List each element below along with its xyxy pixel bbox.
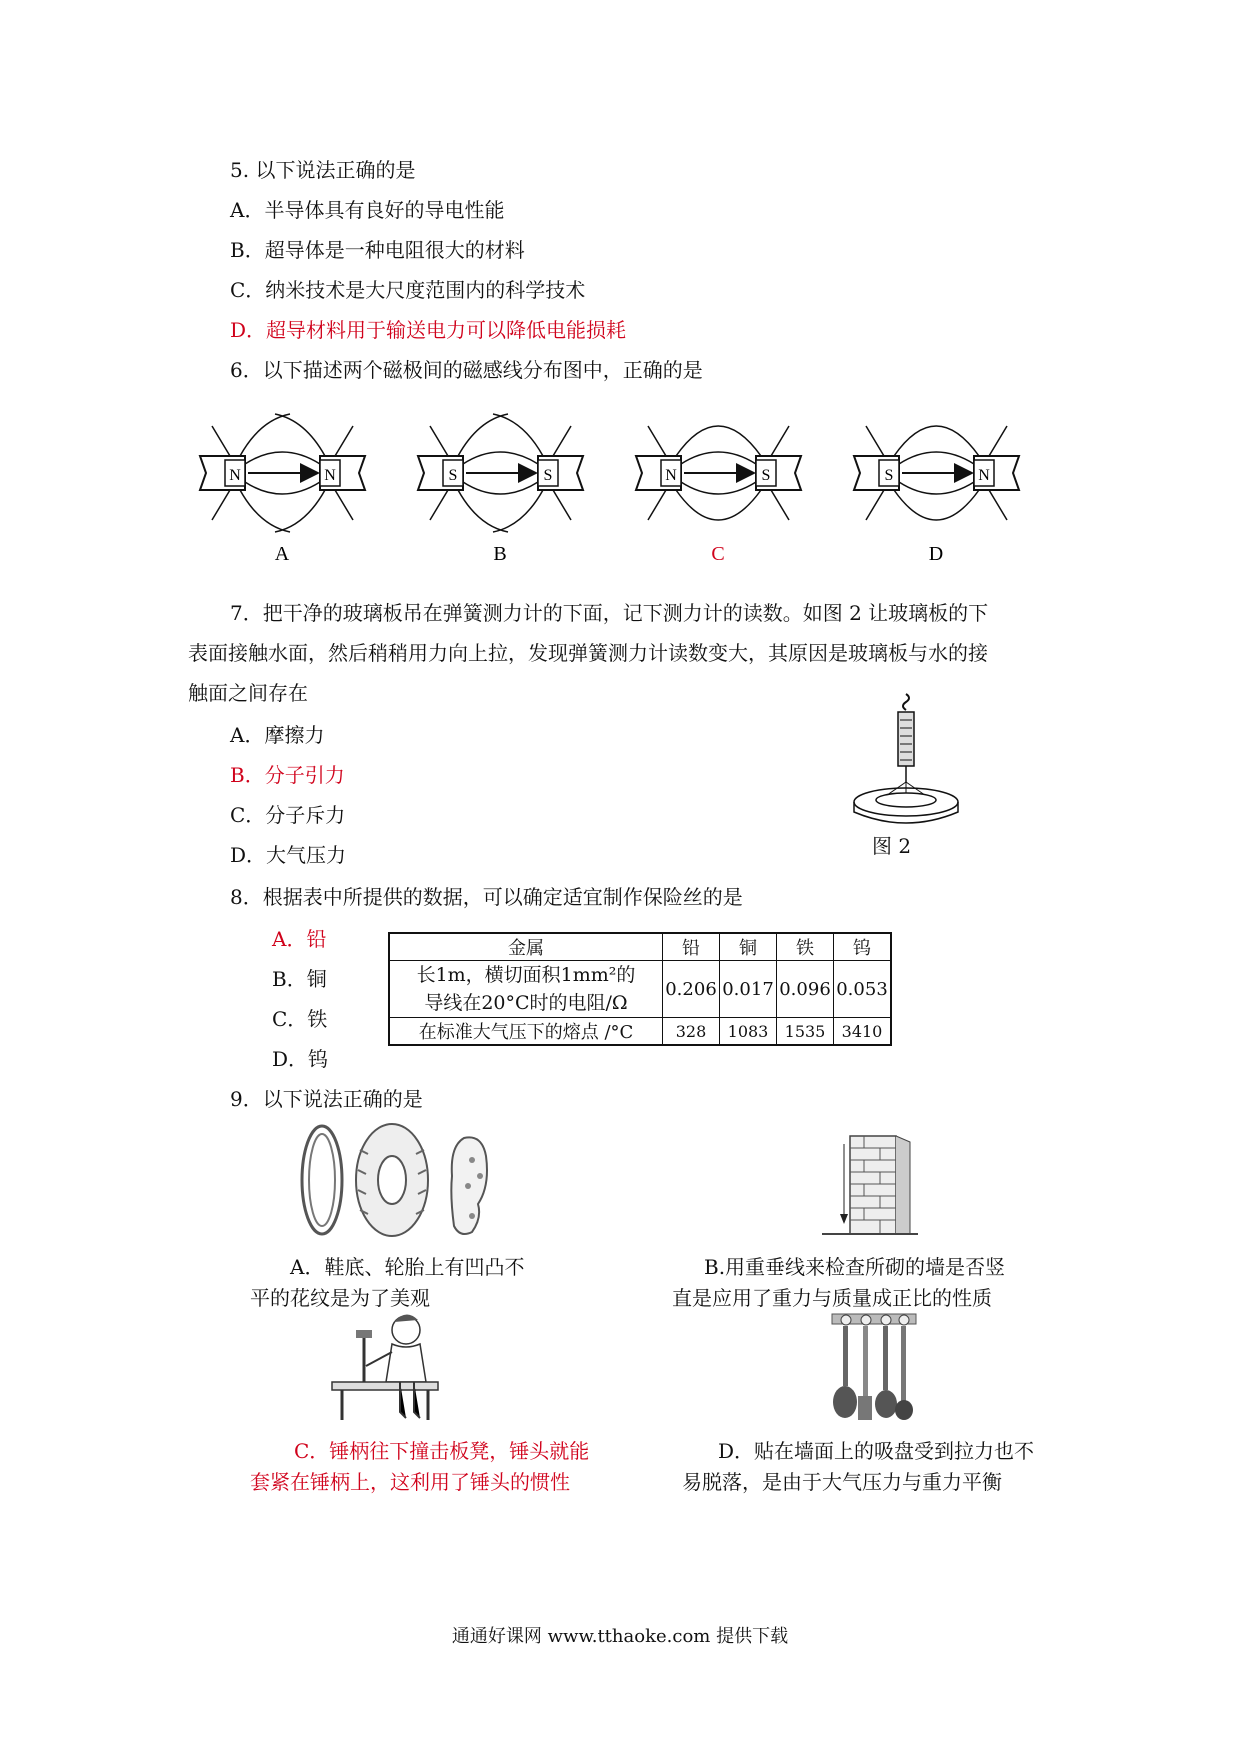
table-header-copper: 铜 — [720, 933, 777, 961]
q7-option-b-answer: B．分子引力 — [230, 763, 345, 787]
table-header-tungsten: 钨 — [834, 933, 892, 961]
diagram-b-right-pole: S — [543, 467, 553, 484]
table-header-metal: 金属 — [389, 933, 663, 961]
diagram-c-left-pole: N — [665, 467, 677, 484]
diagram-c — [636, 426, 801, 565]
diagram-a-left-pole: N — [229, 467, 241, 484]
q5-option-b: B．超导体是一种电阻很大的材料 — [230, 238, 525, 262]
figure-2-caption: 图 2 — [872, 834, 912, 858]
diagram-c-right-pole: S — [761, 467, 771, 484]
q9-option-b-line1: B.用重垂线来检查所砌的墙是否竖 — [704, 1255, 1006, 1279]
q8-stem: 8．根据表中所提供的数据，可以确定适宜制作保险丝的是 — [230, 885, 743, 909]
q5-stem: 5. 以下说法正确的是 — [230, 158, 416, 182]
table-melting-lead: 328 — [663, 1018, 720, 1046]
q9-option-b-line2: 直是应用了重力与质量成正比的性质 — [672, 1286, 992, 1310]
q8-option-a-answer: A．铅 — [272, 927, 327, 951]
q9-option-a-line1: A．鞋底、轮胎上有凹凸不 — [290, 1255, 525, 1279]
table-melting-tungsten: 3410 — [834, 1018, 892, 1046]
diagram-b — [418, 414, 583, 565]
q8-option-d: D．钨 — [272, 1047, 329, 1071]
table-resistance-label-line1: 长1m，横切面积1mm²的 — [416, 964, 636, 986]
table-melting-point-label: 在标准大气压下的熔点 /°C — [389, 1018, 663, 1046]
q8-option-b: B．铜 — [272, 967, 327, 991]
table-melting-iron: 1535 — [777, 1018, 834, 1046]
q7-stem-line1: 7．把干净的玻璃板吊在弹簧测力计的下面，记下测力计的读数。如图 2 让玻璃板的下 — [230, 601, 989, 625]
table-header-lead: 铅 — [663, 933, 720, 961]
q7-option-a: A．摩擦力 — [230, 723, 325, 747]
q9-option-d-line1: D．贴在墙面上的吸盘受到拉力也不 — [718, 1439, 1035, 1463]
q9-option-d-line2: 易脱落，是由于大气压力与重力平衡 — [682, 1470, 1002, 1494]
q9-option-c-line2-answer: 套紧在锤柄上，这利用了锤头的惯性 — [250, 1470, 570, 1494]
hammer-bench-image — [328, 1308, 450, 1430]
diagram-b-left-pole: S — [448, 467, 458, 484]
q7-stem-line2: 表面接触水面，然后稍稍用力向上拉，发现弹簧测力计读数变大，其原因是玻璃板与水的接 — [188, 641, 988, 665]
q8-option-c: C．铁 — [272, 1007, 328, 1031]
q5-option-d-answer: D．超导材料用于输送电力可以降低电能损耗 — [230, 318, 627, 342]
magnetic-field-diagrams — [190, 400, 1060, 580]
suction-cup-utensils-image — [826, 1310, 922, 1426]
diagram-d-right-pole: N — [978, 467, 990, 484]
diagram-b-label: B — [493, 543, 507, 565]
metal-property-table — [388, 932, 892, 1046]
table-melting-copper: 1083 — [720, 1018, 777, 1046]
table-resistance-tungsten: 0.053 — [834, 961, 892, 1018]
table-resistance-label-line2: 导线在20°C时的电阻/Ω — [424, 992, 628, 1014]
table-header-iron: 铁 — [777, 933, 834, 961]
diagram-a-label: A — [274, 543, 290, 565]
tire-shoe-image — [296, 1120, 506, 1238]
table-resistance-iron: 0.096 — [777, 961, 834, 1018]
q9-option-a-line2: 平的花纹是为了美观 — [250, 1286, 430, 1310]
spring-scale-figure — [840, 690, 970, 830]
q6-stem: 6．以下描述两个磁极间的磁感线分布图中，正确的是 — [230, 358, 703, 382]
q7-option-c: C．分子斥力 — [230, 803, 346, 827]
q7-stem-line3: 触面之间存在 — [188, 681, 308, 705]
diagram-a-right-pole: N — [324, 467, 336, 484]
table-resistance-lead: 0.206 — [663, 961, 720, 1018]
diagram-a — [200, 414, 365, 565]
q5-option-c: C．纳米技术是大尺度范围内的科学技术 — [230, 278, 586, 302]
diagram-c-label-answer: C — [711, 543, 725, 565]
q9-stem: 9．以下说法正确的是 — [230, 1087, 423, 1111]
q9-option-c-line1-answer: C．锤柄往下撞击板凳，锤头就能 — [294, 1439, 590, 1463]
q5-option-a: A．半导体具有良好的导电性能 — [230, 198, 505, 222]
q7-option-d: D．大气压力 — [230, 843, 347, 867]
brick-wall-plumb-image — [820, 1130, 920, 1240]
footer-source: 通通好课网 www.tthaoke.com 提供下载 — [451, 1626, 789, 1647]
table-resistance-copper: 0.017 — [720, 961, 777, 1018]
diagram-d-label: D — [928, 543, 944, 565]
diagram-d-left-pole: S — [884, 467, 894, 484]
diagram-d — [854, 426, 1019, 565]
